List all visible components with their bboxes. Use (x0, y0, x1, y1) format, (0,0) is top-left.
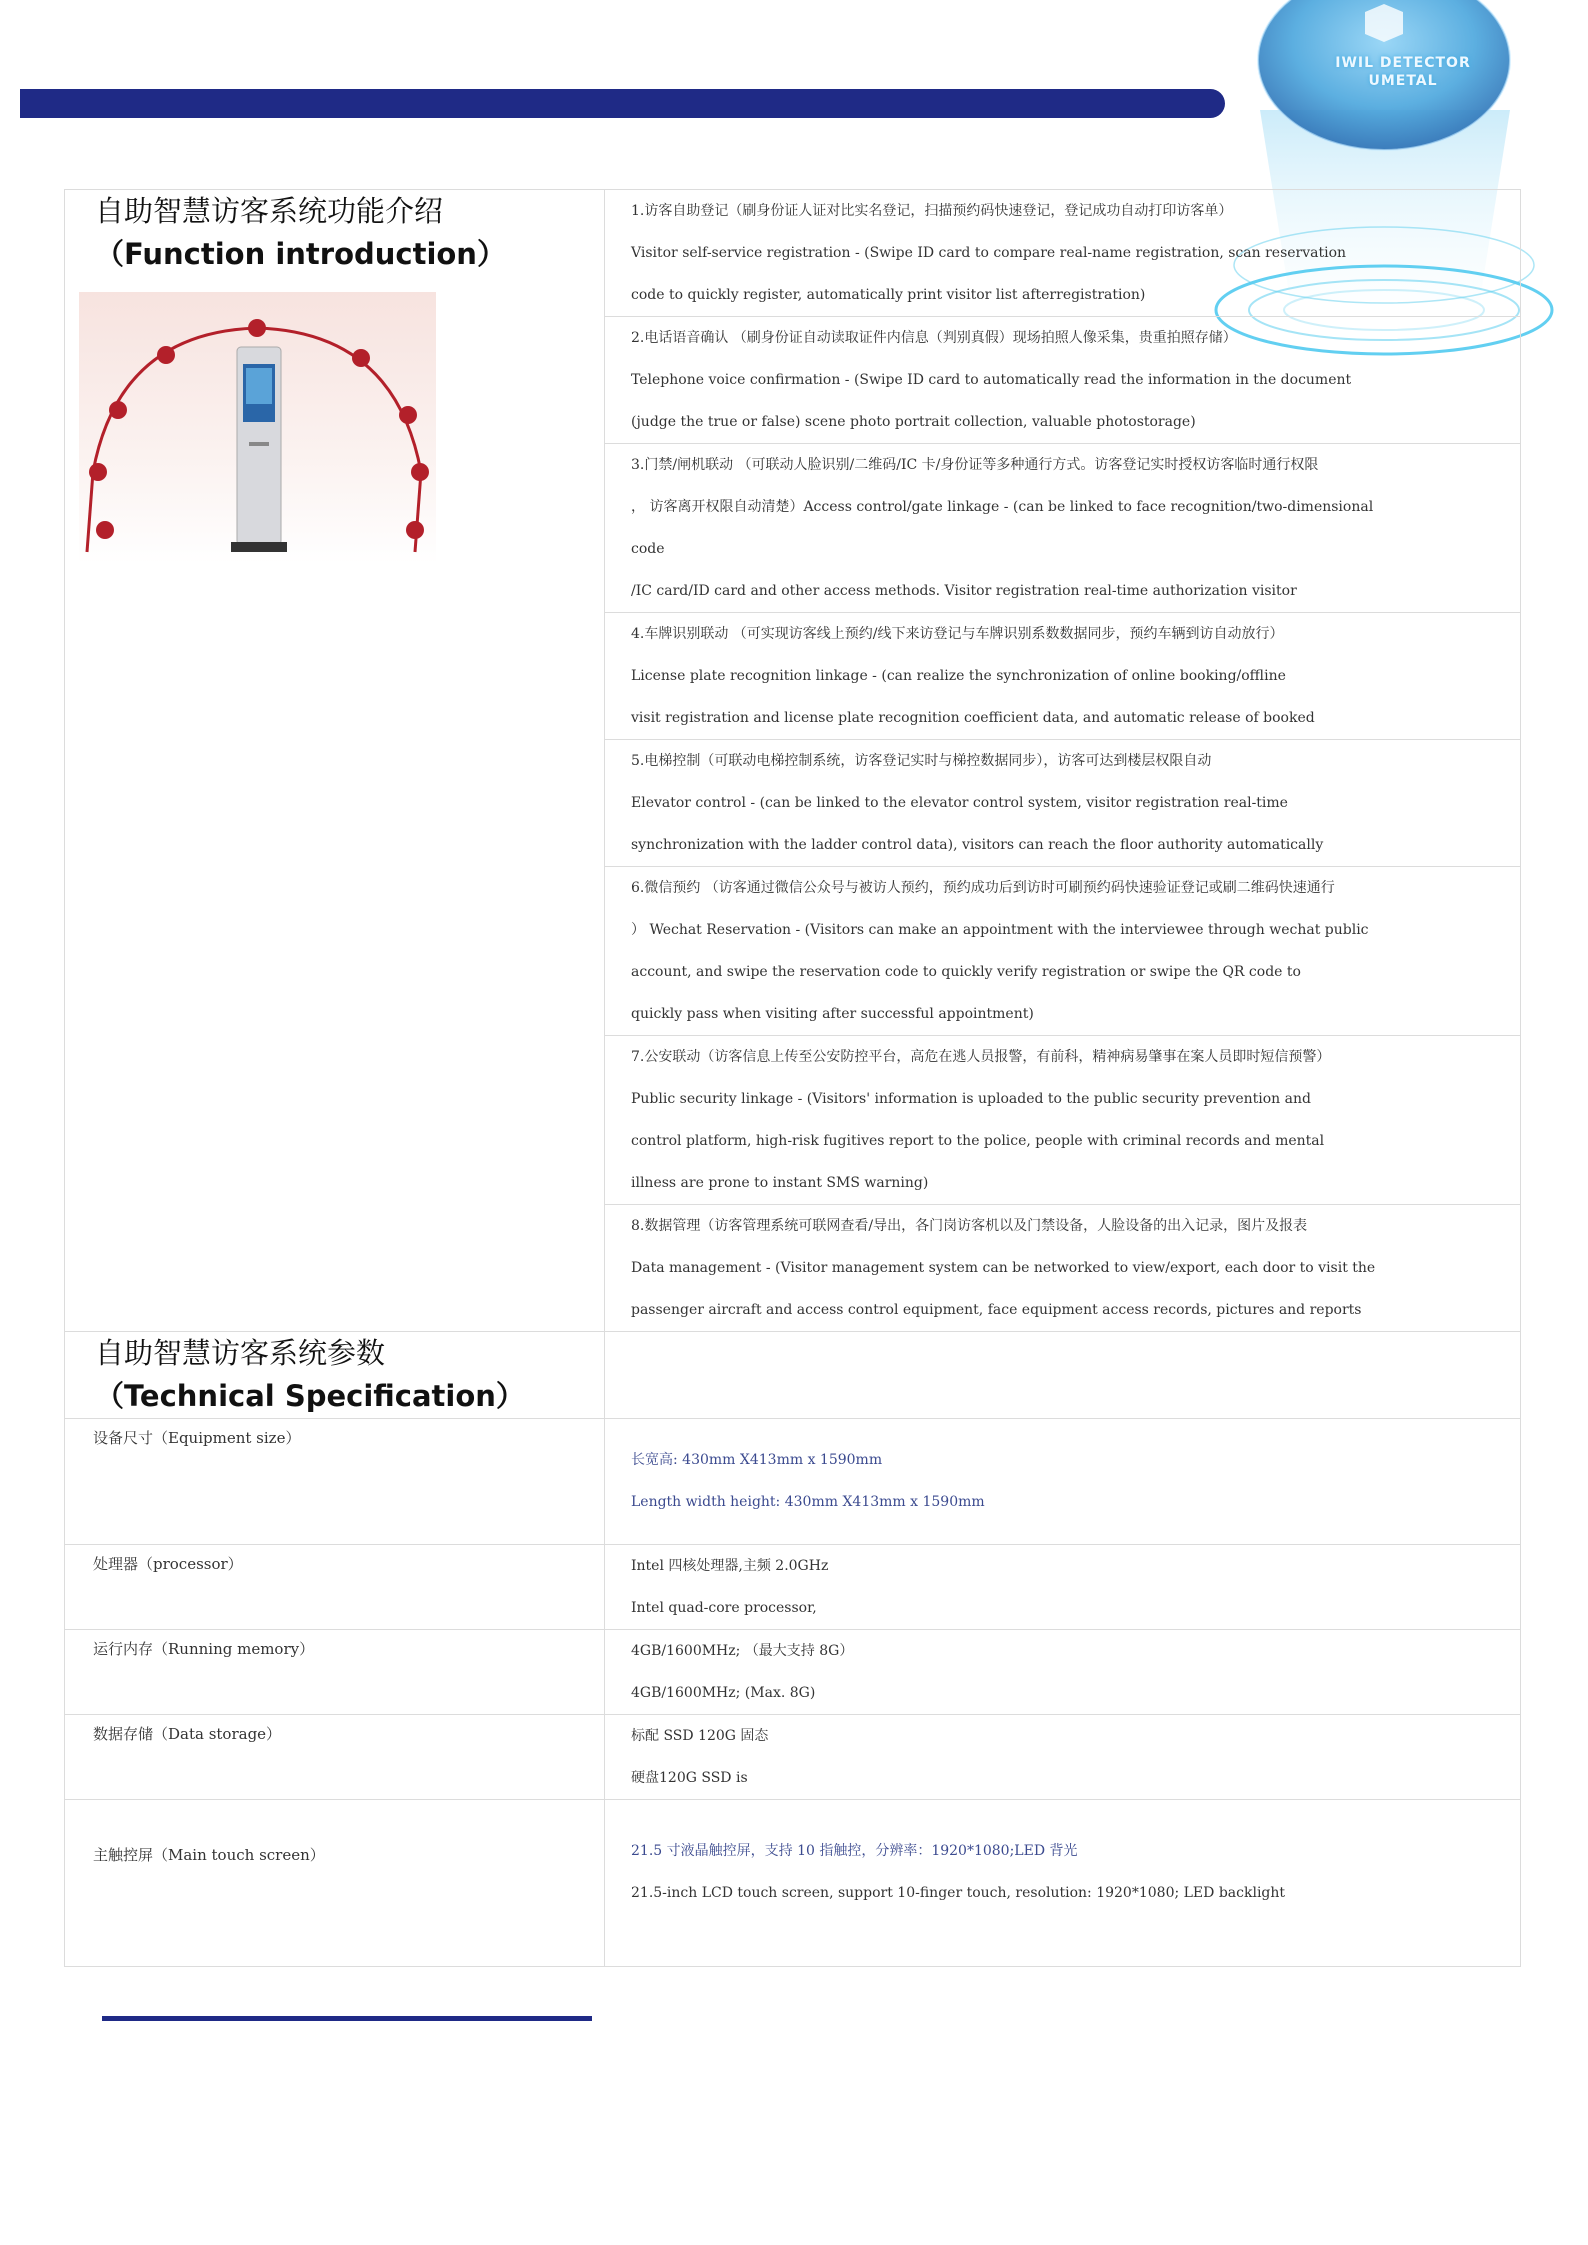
spec-label: 运行内存（Running memory） (93, 1640, 315, 1658)
function-row (65, 190, 1521, 1332)
spec-title-row (65, 1332, 1521, 1419)
feature-4: 4.车牌识别联动 （可实现访客线上预约/线下来访登记与车牌识别系数数据同步，预约车辆到访自动放行） License plate recognition linkage - (can realize the synchronization of online booking/offline visit registration and license plate recognition coefficient data, and automatic release of booked (605, 612, 1520, 739)
feature-7: 7.公安联动（访客信息上传至公安防控平台，高危在逃人员报警，有前科，精神病易肇事在案人员即时短信预警） Public security linkage - (Visitors' information is uploaded to the public security prevention and control platform, high-risk fugitives report to the police, people with criminal records and mental illness are prone to instant SMS warning) (605, 1035, 1520, 1204)
spec-row-processor (65, 1545, 1521, 1630)
feature-5: 5.电梯控制（可联动电梯控制系统，访客登记实时与梯控数据同步），访客可达到楼层权限自动 Elevator control - (can be linked to the elevator control system, visitor registration real-time synchronization with the ladder control data), visitors can reach the floor authority automatically (605, 739, 1520, 866)
spec-title-en: （Technical Specification） (95, 1379, 525, 1413)
spec-label: 主触控屏（Main touch screen） (93, 1846, 325, 1864)
spec-value-cn: 标配 SSD 120G 固态 (631, 1728, 769, 1744)
function-title-en: （Function introduction） (95, 237, 506, 271)
spec-value-cn: 21.5 寸液晶触控屏，支持 10 指触控，分辨率：1920*1080;LED 背光 (631, 1843, 1078, 1859)
spec-label: 设备尺寸（Equipment size） (93, 1429, 301, 1447)
function-title-cn: 自助智慧访客系统功能介绍 (95, 194, 444, 228)
brand-logo-text: IWIL DETECTOR UMETAL (1335, 55, 1471, 89)
spec-value-cn: 4GB/1600MHz; （最大支持 8G） (631, 1643, 854, 1659)
spec-value-en: 21.5-inch LCD touch screen, support 10-finger touch, resolution: 1920*1080; LED backlight (631, 1885, 1286, 1901)
spec-value-cn: Intel 四核处理器,主频 2.0GHz (631, 1558, 829, 1574)
feature-8: 8.数据管理（访客管理系统可联网查看/导出，各门岗访客机以及门禁设备，人脸设备的出入记录，图片及报表 Data management - (Visitor management system can be networked to view/export, each door to visit the passenger aircraft and access control equipment, face equipment access records, pictures and reports (605, 1204, 1520, 1331)
spec-title-empty-cell (605, 1332, 1521, 1419)
spec-label: 处理器（processor） (93, 1555, 243, 1573)
feature-6: 6.微信预约 （访客通过微信公众号与被访人预约，预约成功后到访时可刷预约码快速验证登记或刷二维码快速通行 ） Wechat Reservation - (Visitors can make an appointment with the interviewee through wechat public account, and swipe the reservation code to quickly verify registration or swipe the QR code to quickly pass when visiting after successful appointment) (605, 866, 1520, 1035)
spec-value-en: Intel quad-core processor, (631, 1600, 817, 1616)
spec-table (64, 189, 1521, 1967)
footer-accent-bar (102, 2016, 592, 2021)
header-accent-bar (20, 89, 1225, 118)
spec-value-cn: 长宽高: 430mm X413mm x 1590mm (631, 1452, 883, 1468)
spec-row-memory (65, 1630, 1521, 1715)
feature-3: 3.门禁/闸机联动 （可联动人脸识别/二维码/IC 卡/身份证等多种通行方式。访客登记实时授权访客临时通行权限 ， 访客离开权限自动清楚）Access control/gate linkage - (can be linked to face recognition/two-dimensional code /IC card/ID card and other access methods. Visitor registration real-time authorization visitor (605, 443, 1520, 612)
spec-title (65, 1332, 604, 1418)
feature-list-cell (605, 190, 1521, 1332)
spec-row-size (65, 1419, 1521, 1545)
feature-2: 2.电话语音确认 （刷身份证自动读取证件内信息（判别真假）现场拍照人像采集，贵重拍照存储） Telephone voice confirmation - (Swipe ID card to automatically read the information in the document (judge the true or false) scene photo portrait collection, valuable photostorage) (605, 316, 1520, 443)
spec-value-en: Length width height: 430mm X413mm x 1590mm (631, 1494, 985, 1510)
function-title (65, 190, 604, 276)
function-intro-cell (65, 190, 605, 1332)
spec-value-en: 4GB/1600MHz; (Max. 8G) (631, 1685, 816, 1701)
spec-value-en: 硬盘120G SSD is (631, 1770, 748, 1786)
spec-title-cell (65, 1332, 605, 1419)
spec-title-cn: 自助智慧访客系统参数 (95, 1336, 386, 1370)
kiosk-product-image (79, 292, 436, 564)
feature-1: 1.访客自助登记（刷身份证人证对比实名登记，扫描预约码快速登记，登记成功自动打印访客单） Visitor self-service registration - (Swipe ID card to compare real-name registration, scan reservation code to quickly register, automatically print visitor list afterregistration) (631, 203, 1347, 303)
spec-row-storage (65, 1715, 1521, 1800)
spec-row-screen (65, 1800, 1521, 1967)
spec-label: 数据存储（Data storage） (93, 1725, 282, 1743)
